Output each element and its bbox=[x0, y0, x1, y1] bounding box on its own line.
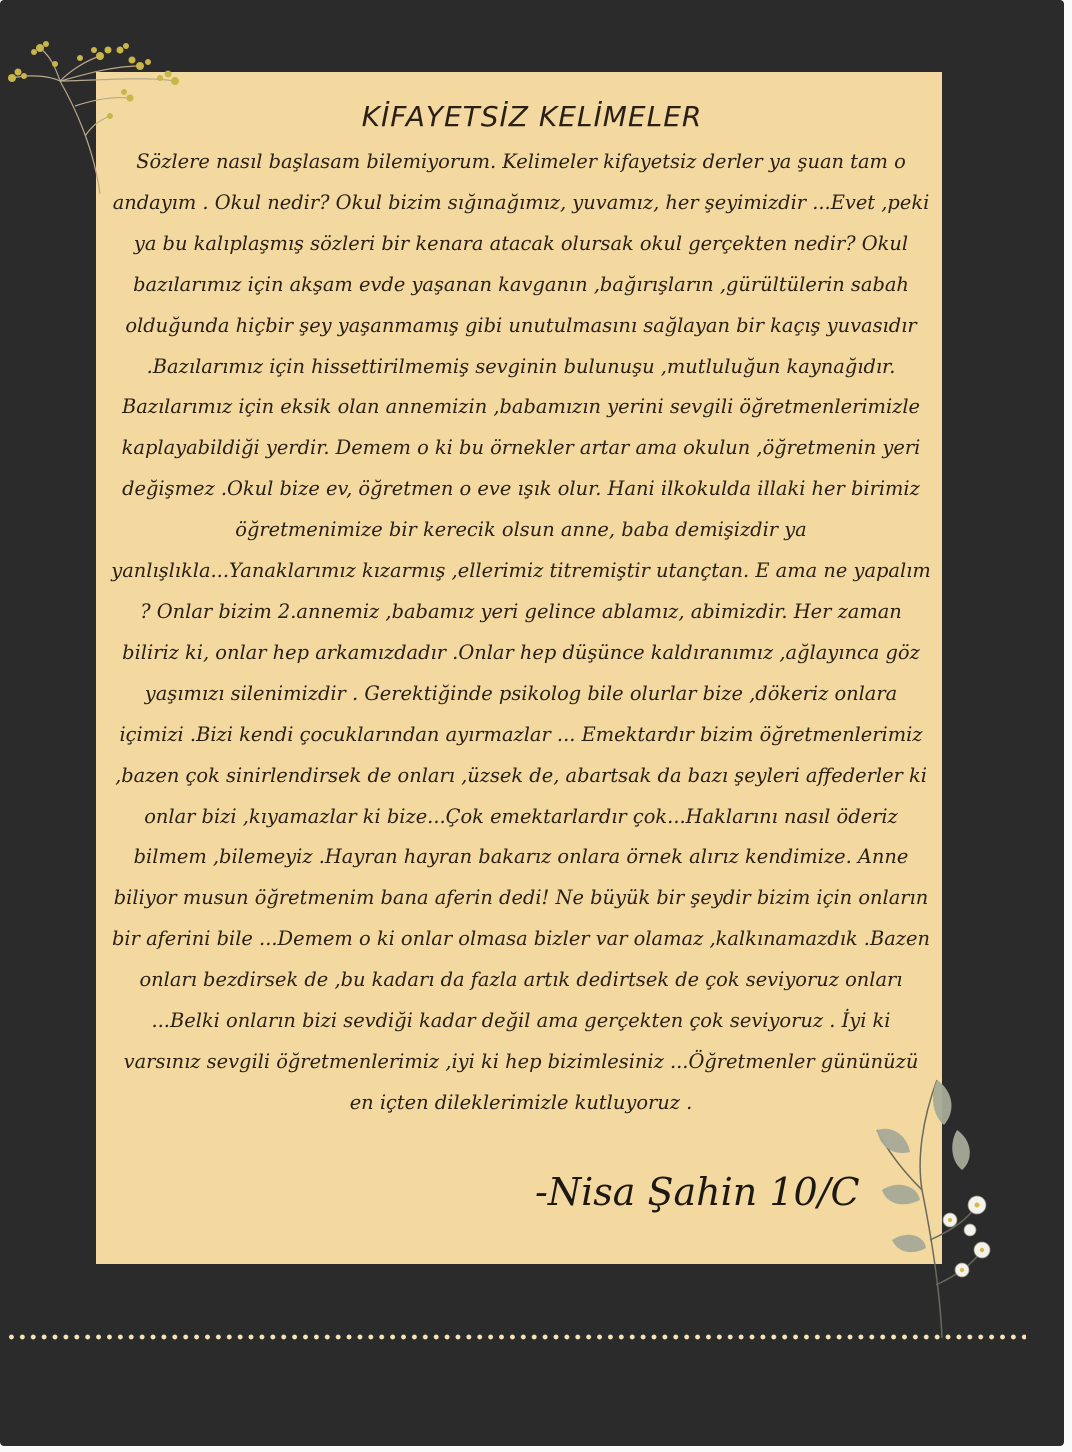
white-flower-branch-icon bbox=[862, 1070, 992, 1340]
page-title: KİFAYETSİZ KELİMELER bbox=[361, 100, 703, 133]
signature: -Nisa Şahin 10/C bbox=[535, 1170, 860, 1214]
dotted-divider bbox=[6, 1330, 1026, 1344]
letter-body: Sözlere nasıl başlasam bilemiyorum. Kelimeler kifayetsiz derler ya şuan tam o andayım . Okul nedir? Okul bizim sığınağımız, yuvamız, her şeyimizdir ...Evet ,peki ya bu kalıplaşmış sözleri bir kenara atacak olursak okul gerçekten nedir? Okul bazılarımız için akşam evde yaşanan kavganın ,bağırışların ,gürültülerin sabah olduğunda hiçbir şey yaşanmamış gibi unutulmasını sağlayan bir kaçış yuvasıdır .Bazılarımız için hissettirilmemiş sevginin bulunuşu ,mutluluğun kaynağıdır. Bazılarımız için eksik olan annemizin ,babamızın yerini sevgili öğretmenlerimizle kaplayabildiği yerdir. Demem o ki bu örnekler artar ama okulun ,öğretmenin yeri değişmez .Okul bize ev, öğretmen o eve ışık olur. Hani ilkokulda illaki her birimiz öğretmenimize bir kerecik olsun anne, baba demişizdir ya yanlışlıkla...Yanaklarımız kızarmış ,ellerimiz titremiştir utançtan. E ama ne yapalım ? Onlar bizim 2.annemiz ,babamız yeri gelince ablamız, abimizdir. Her zaman biliriz ki, onlar hep arkamızdadır .Onlar hep düşünce kaldıranımız ,ağlayınca göz yaşımızı silenimizdir . Gerektiğinde psikolog bile olurlar bize ,dökeriz onlara içimizi .Bizi kendi çocuklarından ayırmazlar ... Emektardır bizim öğretmenlerimiz ,bazen çok sinirlendirsek de onları ,üzsek de, abartsak da bazı şeyleri affederler ki onlar bizi ,kıyamazlar ki bize...Çok emektarlardır çok...Haklarını nasıl öderiz bilmem ,bilemeyiz .Hayran hayran bakarız onlara örnek alırız kendimize. Anne biliyor musun öğretmenim bana aferin dedi! Ne büyük bir şeydir bizim için onların bir aferini bile ...Demem o ki onlar olmasa bizler var olamaz ,kalkınamazdık .Bazen onları bezdirsek de ,bu kadarı da fazla artık dedirtsek de çok seviyoruz onları ...Belki onların bizi sevdiği kadar değil ama gerçekten çok seviyoruz . İyi ki varsınız sevgili öğretmenlerimiz ,iyi ki hep bizimlesiniz ...Öğretmenler gününüzü en içten dileklerimizle kutluyoruz . bbox=[111, 150, 931, 1114]
